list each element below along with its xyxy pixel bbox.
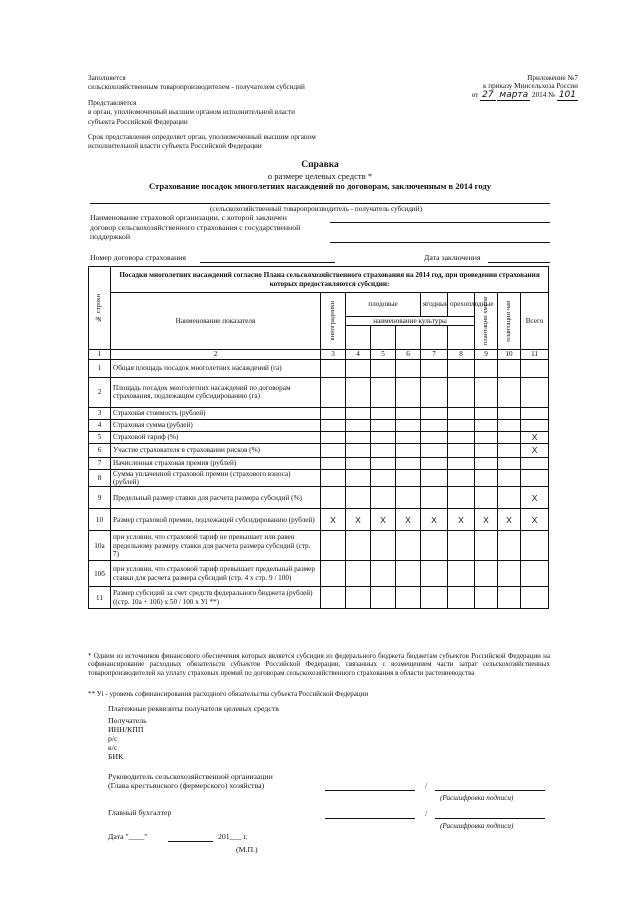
contract-date-label: Дата заключения (424, 253, 481, 262)
row-number: 3 (89, 407, 111, 419)
col-berry: ягодные (421, 293, 448, 317)
insurer-field-line1[interactable] (330, 222, 550, 223)
row-indicator-name: Страховая стоимость (рублей) (111, 407, 321, 419)
value-cell[interactable] (396, 407, 421, 419)
header-right (428, 74, 578, 99)
value-cell[interactable] (396, 443, 421, 457)
row-indicator-name: Площадь посадок многолетних насаждений по договорам страхования, подлежащим субсидированию (га) (111, 377, 321, 407)
culture-cell[interactable] (371, 326, 396, 350)
culture-cell[interactable] (396, 326, 421, 350)
column-number: 9 (475, 350, 498, 359)
value-cell[interactable] (321, 431, 346, 443)
value-cell[interactable] (371, 443, 396, 457)
row-number: 10а (89, 531, 111, 561)
value-cell[interactable] (498, 469, 521, 487)
column-number: 3 (321, 350, 346, 359)
value-cell[interactable] (396, 419, 421, 431)
value-cell[interactable] (371, 377, 396, 407)
head-label-line1: Руководитель сельскохозяйственной организации (108, 772, 273, 781)
table-row (89, 377, 549, 407)
value-cell[interactable] (421, 443, 448, 457)
value-cell[interactable] (396, 431, 421, 443)
excluded-cell-mark: X (346, 509, 371, 531)
producer-line[interactable] (90, 203, 550, 204)
value-cell[interactable] (321, 407, 346, 419)
header-left-line2: сельскохозяйственным товаропроизводителем - получателем субсидий (88, 83, 305, 92)
row-number: 11 (89, 587, 111, 609)
value-cell[interactable] (498, 587, 521, 609)
value-cell[interactable] (371, 561, 396, 587)
row-number: 7 (89, 457, 111, 469)
value-cell[interactable] (421, 407, 448, 419)
value-cell[interactable] (321, 419, 346, 431)
value-cell[interactable] (448, 457, 475, 469)
value-cell[interactable] (475, 561, 498, 587)
order-date-day: 27 (482, 89, 494, 100)
row-number: 10 (89, 509, 111, 531)
value-cell[interactable] (475, 469, 498, 487)
column-number: 11 (521, 350, 549, 359)
table-row (89, 431, 549, 443)
accountant-decode-field[interactable] (435, 818, 545, 819)
col-hops: плантации хмеля (475, 293, 498, 350)
value-cell[interactable] (448, 587, 475, 609)
column-number: 2 (111, 350, 321, 359)
table-row (89, 587, 549, 609)
accountant-slash: / (425, 809, 428, 818)
value-cell[interactable] (371, 457, 396, 469)
contract-date-field[interactable] (488, 262, 550, 263)
row-number: 1 (89, 359, 111, 377)
header-left-line4: в орган, уполномоченный высшим органом исполнительной власти (88, 108, 296, 117)
value-cell[interactable] (521, 457, 549, 469)
value-cell[interactable] (448, 487, 475, 509)
value-cell[interactable] (321, 561, 346, 587)
value-cell[interactable] (346, 457, 371, 469)
excluded-cell-mark: X (521, 487, 549, 509)
value-cell[interactable] (475, 487, 498, 509)
value-cell[interactable] (521, 407, 549, 419)
value-cell[interactable] (521, 469, 549, 487)
excluded-cell-mark: X (498, 509, 521, 531)
excluded-cell-mark: X (521, 431, 549, 443)
value-cell[interactable] (521, 531, 549, 561)
row-number: 5 (89, 431, 111, 443)
row-number: 9 (89, 487, 111, 509)
value-cell[interactable] (475, 407, 498, 419)
excluded-cell-mark: X (448, 509, 475, 531)
value-cell[interactable] (475, 443, 498, 457)
value-cell[interactable] (475, 377, 498, 407)
table-row (89, 531, 549, 561)
value-cell[interactable] (346, 419, 371, 431)
row-number: 2 (89, 377, 111, 407)
header-left-line3: Представляется (88, 98, 137, 107)
row-indicator-name: Общая площадь посадок многолетних насаждений (га) (111, 359, 321, 377)
producer-caption: (сельскохозяйственный товаропроизводитель - получатель субсидий) (210, 205, 423, 213)
header-left-line1: Заполняется (88, 74, 126, 82)
subsidy-table (88, 266, 549, 609)
requisites-recipient: Получатель (108, 716, 147, 725)
col-nut: орехоплодные (448, 293, 475, 317)
value-cell[interactable] (396, 487, 421, 509)
value-cell[interactable] (421, 359, 448, 377)
value-cell[interactable] (371, 531, 396, 561)
value-cell[interactable] (371, 359, 396, 377)
value-cell[interactable] (346, 359, 371, 377)
insurer-label-line1: Наименование страховой организации, с которой заключен (90, 213, 287, 222)
column-number: 6 (396, 350, 421, 359)
value-cell[interactable] (498, 431, 521, 443)
value-cell[interactable] (396, 531, 421, 561)
value-cell[interactable] (421, 561, 448, 587)
value-cell[interactable] (498, 419, 521, 431)
excluded-cell-mark: X (321, 509, 346, 531)
row-num-header: № строки (89, 267, 111, 350)
table-row (89, 487, 549, 509)
col-tea: плантации чая (498, 293, 521, 350)
column-number: 1 (89, 350, 111, 359)
value-cell[interactable] (498, 377, 521, 407)
table-row (89, 469, 549, 487)
value-cell[interactable] (396, 561, 421, 587)
table-row (89, 561, 549, 587)
row-number: 8 (89, 469, 111, 487)
value-cell[interactable] (448, 431, 475, 443)
value-cell[interactable] (521, 359, 549, 377)
value-cell[interactable] (475, 457, 498, 469)
value-cell[interactable] (498, 531, 521, 561)
row-number: 10б (89, 561, 111, 587)
value-cell[interactable] (421, 531, 448, 561)
table-row (89, 509, 549, 531)
value-cell[interactable] (521, 377, 549, 407)
col-total: Всего (521, 293, 549, 350)
value-cell[interactable] (421, 487, 448, 509)
title-line1: Справка (301, 160, 339, 170)
value-cell[interactable] (521, 561, 549, 587)
insurer-field-line2[interactable] (330, 242, 550, 243)
column-number: 5 (371, 350, 396, 359)
value-cell[interactable] (346, 407, 371, 419)
order-date-prefix: от (471, 90, 479, 99)
contract-number-label: Номер договора страхования (90, 253, 187, 262)
value-cell[interactable] (346, 443, 371, 457)
indicator-header: Наименование показателя (111, 293, 321, 350)
table-row (89, 407, 549, 419)
stamp-label: (М.П.) (236, 845, 258, 854)
value-cell[interactable] (448, 407, 475, 419)
order-number: 101 (558, 89, 576, 100)
value-cell[interactable] (421, 457, 448, 469)
order-date-year: 2014 № (531, 90, 556, 99)
title-line2: о размере целевых средств * (267, 171, 373, 181)
value-cell[interactable] (498, 487, 521, 509)
row-indicator-name: Предельный размер ставки для расчета размера субсидий (%) (111, 487, 321, 509)
head-label-line2: (Глава крестьянского (фермерского) хозяйства) (108, 781, 265, 790)
value-cell[interactable] (475, 587, 498, 609)
order-date (428, 91, 578, 99)
value-cell[interactable] (321, 469, 346, 487)
group-header: Посадки многолетних насаждений согласно Плана сельскохозяйственного страхования на 2014 год, при проведении страхования которых предоставляются субсидии: (111, 267, 549, 293)
header-left-line5: субъекта Российской Федерации (88, 117, 188, 126)
value-cell[interactable] (321, 377, 346, 407)
excluded-cell-mark: X (371, 509, 396, 531)
row-number: 4 (89, 419, 111, 431)
excluded-cell-mark: X (521, 509, 549, 531)
value-cell[interactable] (346, 587, 371, 609)
document-title (60, 160, 580, 191)
row-indicator-name: Страховая сумма (рублей) (111, 419, 321, 431)
row-number: 6 (89, 443, 111, 457)
value-cell[interactable] (475, 531, 498, 561)
row-indicator-name: при условии, что страховой тариф превышает предельный размер ставки для расчета размера субсидий (стр. 4 х стр. 9 / 100) (111, 561, 321, 587)
value-cell[interactable] (346, 469, 371, 487)
value-cell[interactable] (371, 487, 396, 509)
order-label: к приказу Минсельхоза России (482, 82, 578, 91)
value-cell[interactable] (421, 587, 448, 609)
footnote-1: * Одним из источников финансового обеспечения которых является субсидия из федерального бюджета бюджетам субъектов Российской Федерации на софинансирование расходных обязательств субъектов Российской Федерации, связанных с возмещением части затрат сельскохозяйственных товаропроизводителей на уплату страховых премий по договорам сельскохозяйственного страхования в области растениеводства (88, 652, 550, 677)
value-cell[interactable] (448, 359, 475, 377)
insurer-label-line2: договор сельскохозяйственного страхования с государственной (90, 222, 301, 232)
appendix-label: Приложение №7 (527, 74, 578, 82)
head-decode-field[interactable] (435, 790, 545, 791)
culture-cell[interactable] (421, 326, 448, 350)
row-indicator-name: Начисленная страховая премия (рублей) (111, 457, 321, 469)
value-cell[interactable] (475, 419, 498, 431)
value-cell[interactable] (396, 587, 421, 609)
row-indicator-name: Сумма уплаченной страховой премии (страхового взноса) (рублей) (111, 469, 321, 487)
excluded-cell-mark: X (421, 509, 448, 531)
head-decode-caption: (Расшифровка подписи) (440, 794, 514, 802)
head-signature-field[interactable] (325, 790, 415, 791)
date-label: Дата "____" (108, 832, 148, 841)
value-cell[interactable] (371, 431, 396, 443)
row-indicator-name: Участие страхователя в страховании рисков (%) (111, 443, 321, 457)
culture-cell[interactable] (448, 326, 475, 350)
value-cell[interactable] (396, 469, 421, 487)
culture-cell[interactable] (346, 326, 371, 350)
value-cell[interactable] (321, 443, 346, 457)
accountant-label: Главный бухгалтер (108, 808, 172, 817)
requisites-rs: р/с (108, 734, 118, 743)
excluded-cell-mark: X (396, 509, 421, 531)
row-indicator-name: Страховой тариф (%) (111, 431, 321, 443)
head-slash: / (425, 781, 428, 790)
value-cell[interactable] (475, 431, 498, 443)
value-cell[interactable] (475, 359, 498, 377)
value-cell[interactable] (371, 469, 396, 487)
order-date-month: марта (499, 89, 529, 100)
value-cell[interactable] (498, 443, 521, 457)
value-cell[interactable] (521, 419, 549, 431)
footnote-2: ** Уi - уровень софинансирования расходного обязательства субъекта Российской Федерации (88, 690, 369, 698)
value-cell[interactable] (448, 561, 475, 587)
date-year: 201___ г. (218, 832, 248, 841)
row-indicator-name: Размер субсидий за счет средств федерального бюджета (рублей) ((стр. 10а + 10б) х 50 / 100 х Уi **) (111, 587, 321, 609)
head-signature-label (108, 772, 348, 790)
value-cell[interactable] (498, 407, 521, 419)
requisites-ks: к/с (108, 743, 118, 752)
requisites-bik: БИК (108, 752, 124, 761)
value-cell[interactable] (346, 561, 371, 587)
column-number: 4 (346, 350, 371, 359)
header-left-line7: исполнительной власти субъекта Российской Федерации (88, 142, 262, 151)
requisites-inn: ИНН/КПП (108, 725, 144, 734)
value-cell[interactable] (371, 407, 396, 419)
accountant-decode-caption: (Расшифровка подписи) (440, 822, 514, 830)
value-cell[interactable] (346, 487, 371, 509)
contract-number-field[interactable] (200, 262, 335, 263)
value-cell[interactable] (396, 457, 421, 469)
value-cell[interactable] (421, 377, 448, 407)
table-row (89, 443, 549, 457)
value-cell[interactable] (346, 531, 371, 561)
value-cell[interactable] (498, 457, 521, 469)
requisites-block (108, 704, 408, 761)
title-line3: Страхование посадок многолетних насаждений по договорам, заключенным в 2014 году (148, 181, 492, 191)
value-cell[interactable] (321, 531, 346, 561)
column-number: 8 (448, 350, 475, 359)
col-vineyards: виноградники (321, 293, 346, 350)
value-cell[interactable] (371, 587, 396, 609)
value-cell[interactable] (371, 419, 396, 431)
table-row (89, 457, 549, 469)
requisites-title: Платежные реквизиты получателя целевых средств (108, 704, 279, 713)
column-number: 7 (421, 350, 448, 359)
header-left (88, 74, 388, 152)
value-cell[interactable] (321, 359, 346, 377)
value-cell[interactable] (448, 419, 475, 431)
value-cell[interactable] (521, 587, 549, 609)
accountant-signature-field[interactable] (325, 818, 415, 819)
value-cell[interactable] (498, 359, 521, 377)
insurer-label-line3: поддержкой (90, 232, 130, 242)
value-cell[interactable] (448, 443, 475, 457)
value-cell[interactable] (396, 359, 421, 377)
value-cell[interactable] (498, 561, 521, 587)
col-fruit: плодовые (346, 293, 421, 317)
column-number: 10 (498, 350, 521, 359)
value-cell[interactable] (421, 431, 448, 443)
culture-name-header: наименование культуры (346, 317, 475, 326)
value-cell[interactable] (448, 377, 475, 407)
value-cell[interactable] (321, 457, 346, 469)
excluded-cell-mark: X (475, 509, 498, 531)
insurer-label (90, 213, 340, 242)
value-cell[interactable] (321, 587, 346, 609)
header-left-line6: Срок представления определяет орган, уполномоченный высшим органом (88, 133, 316, 142)
value-cell[interactable] (321, 487, 346, 509)
table-row (89, 419, 549, 431)
date-month-field[interactable] (168, 841, 213, 842)
value-cell[interactable] (346, 431, 371, 443)
value-cell[interactable] (346, 377, 371, 407)
row-indicator-name: Размер страховой премии, подлежащей субсидированию (рублей) (111, 509, 321, 531)
value-cell[interactable] (448, 531, 475, 561)
table-row (89, 359, 549, 377)
value-cell[interactable] (421, 419, 448, 431)
excluded-cell-mark: X (521, 443, 549, 457)
column-numbers-row (89, 350, 549, 359)
row-indicator-name: при условии, что страховой тариф не превышает или равен предельному размеру ставки для расчета размера субсидий (стр. 7) (111, 531, 321, 561)
value-cell[interactable] (396, 377, 421, 407)
value-cell[interactable] (448, 469, 475, 487)
value-cell[interactable] (421, 469, 448, 487)
